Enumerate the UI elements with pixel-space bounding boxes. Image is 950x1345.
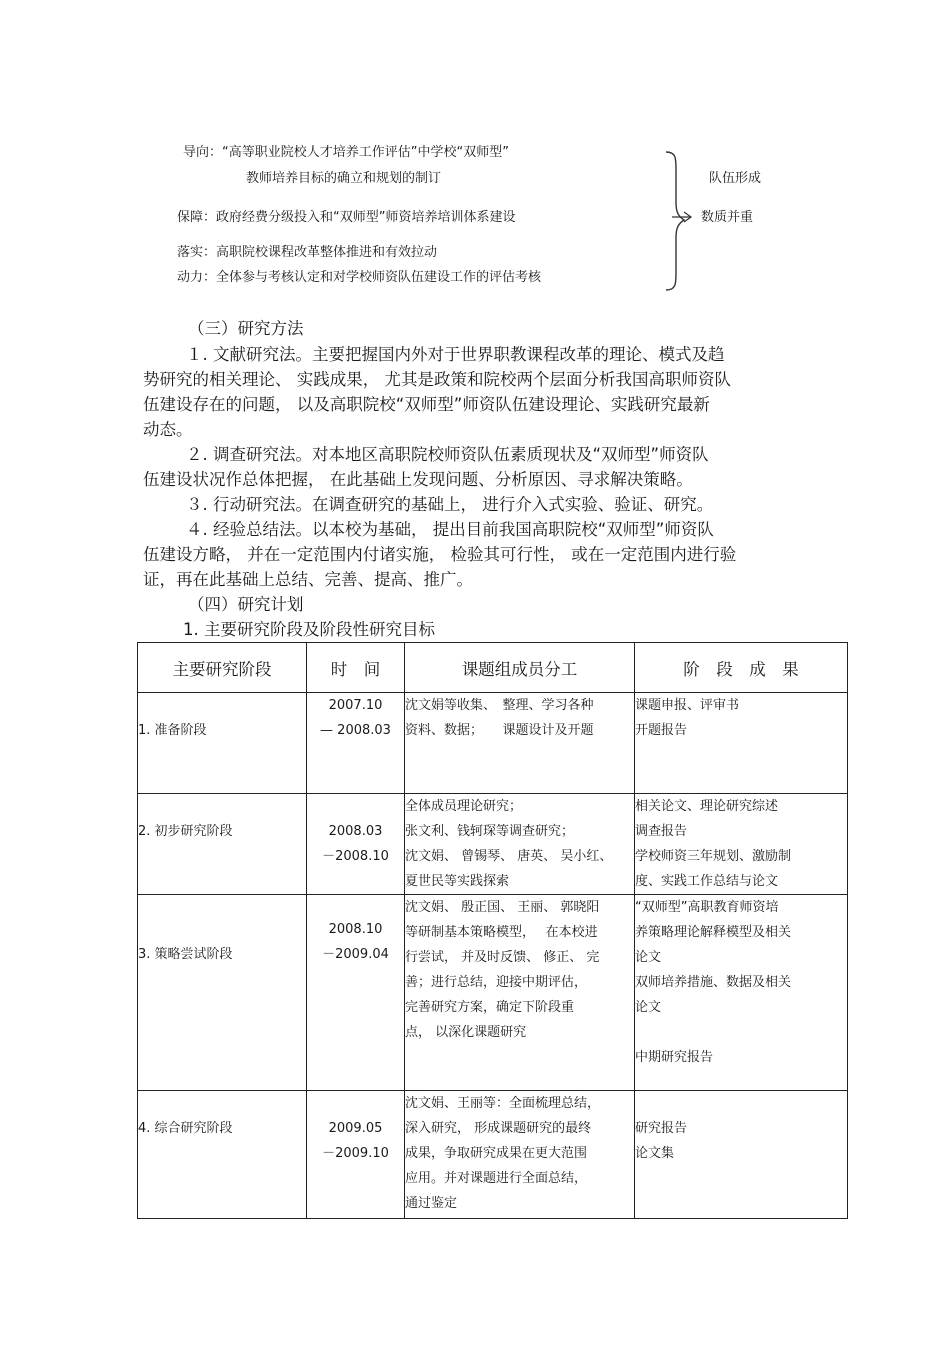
result-cell: 相关论文、理论研究综述 调查报告 学校师资三年规划、激励制 度、实践工作总结与论文 — [635, 794, 848, 895]
result-cell: 研究报告 论文集 — [635, 1091, 848, 1219]
header-time: 时 间 — [307, 643, 405, 693]
diagram-row-implementation: 落实：高职院校课程改革整体推进和有效拉动 — [177, 245, 438, 260]
work-cell: 沈文娟、王丽等：全面梳理总结， 深入研究， 形成课题研究的最终 成果，争取研究成果在更大范围 应用。并对课题进行全面总结， 通过鉴定 — [405, 1091, 635, 1219]
diagram-row-guarantee: 保障：政府经费分级投入和“双师型”师资培养培训体系建设 — [177, 210, 516, 225]
plan-subheading: 1. 主要研究阶段及阶段性研究目标 — [183, 620, 435, 639]
header-result: 阶 段 成 果 — [635, 643, 848, 693]
diagram-row-guidance: 导向：“高等职业院校人才培养工作评估”中学校“双师型” — [183, 145, 509, 160]
work-cell: 沈文娟、 殷正国、 王丽、 郭晓阳 等研制基本策略模型， 在本校进 行尝试， 并及时反馈、 修正、 完 善；进行总结，迎接中期评估， 完善研究方案，确定下阶段重 点， 以深化课题研究 — [405, 895, 635, 1091]
time-cell: 2007.10 — 2008.03 — [307, 693, 405, 794]
research-plan-table — [137, 642, 848, 1219]
table-row — [138, 693, 848, 794]
methods-heading: （三）研究方法 — [188, 319, 304, 338]
work-cell: 全体成员理论研究； 张文利、钱轲琛等调查研究； 沈文娟、 曾锡琴、 唐英、 吴小红、 夏世民等实践探索 — [405, 794, 635, 895]
time-cell: 2008.10 －2009.04 — [307, 895, 405, 1091]
time-cell: 2008.03 －2008.10 — [307, 794, 405, 895]
table-row — [138, 895, 848, 1091]
stage-cell: 3. 策略尝试阶段 — [138, 895, 307, 1091]
header-work: 课题组成员分工 — [405, 643, 635, 693]
result-cell: 课题申报、评审书 开题报告 — [635, 693, 848, 794]
table-row — [138, 794, 848, 895]
arrow-right-icon — [672, 210, 694, 224]
diagram-row-guidance-cont: 教师培养目标的确立和规划的制订 — [246, 171, 442, 186]
time-cell: 2009.05 －2009.10 — [307, 1091, 405, 1219]
table-header-row — [138, 643, 848, 693]
work-cell: 沈文娟等收集、 整理、学习各种 资料、数据； 课题设计及开题 — [405, 693, 635, 794]
result-cell: “双师型”高职教育师资培 养策略理论解释模型及相关 论文 双师培养措施、数据及相关 论文 中期研究报告 — [635, 895, 848, 1091]
outcome-team-formation: 队伍形成 — [709, 171, 762, 186]
diagram-row-motivation: 动力：全体参与考核认定和对学校师资队伍建设工作的评估考核 — [177, 270, 542, 285]
plan-heading: （四）研究计划 — [188, 595, 304, 614]
stage-cell: 1. 准备阶段 — [138, 693, 307, 794]
table-row — [138, 1091, 848, 1219]
header-stage: 主要研究阶段 — [138, 643, 307, 693]
stage-cell: 4. 综合研究阶段 — [138, 1091, 307, 1219]
outcome-quality-quantity: 数质并重 — [701, 210, 754, 225]
stage-cell: 2. 初步研究阶段 — [138, 794, 307, 895]
